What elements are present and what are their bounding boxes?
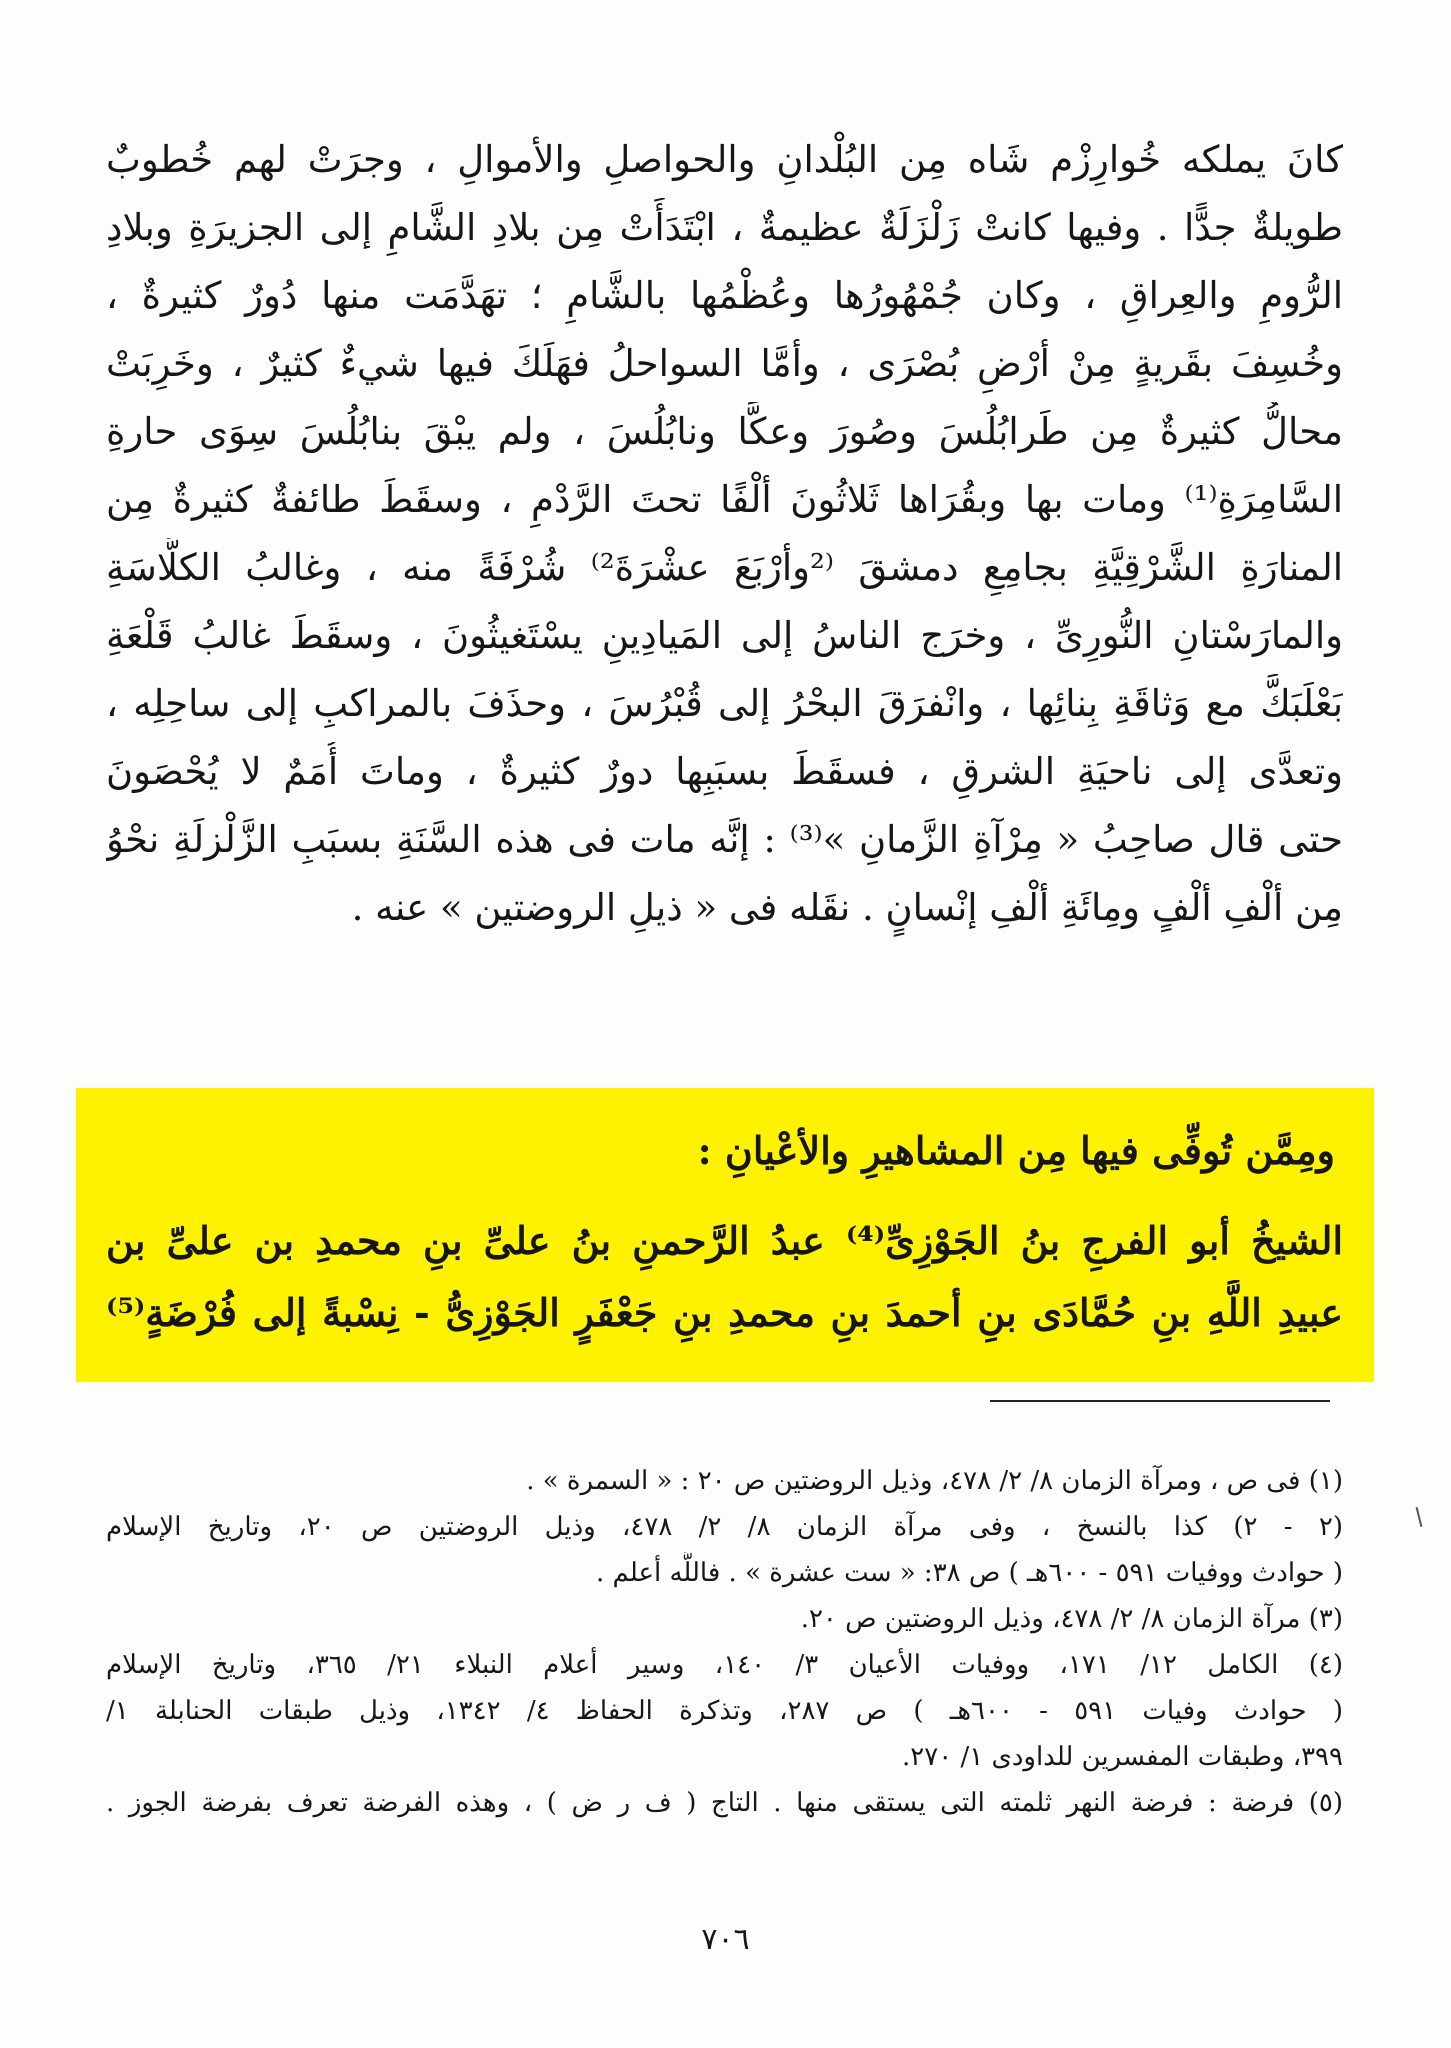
body-line-10: وتعدَّى إلى ناحيَةِ الشرقِ ، فسقَطَ بسبَبِها دورٌ كثيرةٌ ، وماتَ أُمَمٌ لا يُحْصَونَ (106, 750, 1343, 793)
footnote-line-2: (٢ - ٢) كذا بالنسخ ، وفى مرآة الزمان ٨/ ٢/ ٤٧٨، وذيل الروضتين ص ٢٠، وتاريخ الإسلام (106, 1512, 1343, 1542)
footnote-line-7: ٣٩٩، وطبقات المفسرين للداودى ١/ ٢٧٠. (902, 1742, 1343, 1772)
body-line-11: حتى قال صاحِبُ « مِرْآةِ الزَّمانِ »⁽³⁾ : إنَّه مات فى هذه السَّنَةِ بسبَبِ الزَّلْزلَةِ نحْوُ (106, 818, 1343, 861)
body-line-7: المنارَةِ الشَّرْقِيَّةِ بجامِعِ دمشقَ ⁽²وأرْبَعَ عشْرَةَ²⁾ شُرْفَةً منه ، وغالبُ الكلَّاسَةِ (106, 546, 1343, 589)
footnote-line-3: ( حوادث ووفيات ٥٩١ - ٦٠٠هـ ) ص ٣٨: « ست عشرة » . فاللَّه أعلم . (596, 1558, 1343, 1588)
footnote-divider (990, 1400, 1330, 1402)
highlight-line-1: الشيخُ أبو الفرجِ بنُ الجَوْزِىِّ⁽⁴⁾ عبدُ الرَّحمنِ بنُ علىِّ بنِ محمدِ بن علىِّ بن (106, 1218, 1343, 1263)
section-heading: ومِمَّن تُوفِّى فيها مِن المشاهيرِ والأعْيانِ : (697, 1128, 1335, 1173)
body-line-6: السَّامِرَةِ⁽¹⁾ ومات بها وبقُرَاها ثَلاثُونَ ألْفًا تحتَ الرَّدْمِ ، وسقَطَ طائفةٌ كثيرةٌ مِن (106, 478, 1343, 521)
footnote-line-8: (٥) فرضة : فرضة النهر ثلمته التى يستقى منها . التاج ( ف ر ض ) ، وهذه الفرضة تعرف بفرضة الجوز . (106, 1788, 1343, 1818)
body-line-12: مِن ألْفِ ألْفٍ ومِائَةِ ألْفِ إنْسانٍ . نقَله فى « ذيلِ الروضتين » عنه . (351, 886, 1343, 929)
footnote-line-1: (١) فى ص ، ومرآة الزمان ٨/ ٢/ ٤٧٨، وذيل الروضتين ص ٢٠ : « السمرة » . (526, 1466, 1343, 1496)
body-line-9: بَعْلَبَكَّ مع وَثاقَةِ بِنائِها ، وانْفرَقَ البحْرُ إلى قُبْرُسَ ، وحذَفَ بالمراكبِ إلى ساحِلِه ، (106, 682, 1343, 725)
body-line-3: الرُّومِ والعِراقِ ، وكان جُمْهُورُها وعُظْمُها بالشَّامِ ؛ تهَدَّمَت منها دُورٌ كثيرةٌ ، (106, 274, 1343, 317)
page-number: ٧٠٦ (701, 1922, 750, 1957)
body-line-4: وخُسِفَ بقَريةٍ مِنْ أرْضِ بُصْرَى ، وأمَّا السواحلُ فهَلَكَ فيها شيءٌ كثيرٌ ، وخَرِبَتْ (106, 342, 1343, 385)
footnote-line-5: (٤) الكامل ١٢/ ١٧١، ووفيات الأعيان ٣/ ١٤٠، وسير أعلام النبلاء ٢١/ ٣٦٥، وتاريخ الإسلام (106, 1650, 1343, 1680)
margin-mark (1416, 1507, 1423, 1527)
highlight-line-2: عبيدِ اللَّهِ بنِ حُمَّادَى بنِ أحمدَ بنِ محمدِ بنِ جَعْفَرٍ الجَوْزِىُّ - نِسْبةً إلى فُرْضَةٍ⁽⁵⁾ (106, 1290, 1343, 1335)
footnote-line-6: ( حوادث وفيات ٥٩١ - ٦٠٠هـ ) ص ٢٨٧، وتذكرة الحفاظ ٤/ ١٣٤٢، وذيل طبقات الحنابلة ١/ (106, 1696, 1343, 1726)
body-line-5: محالُّ كثيرةٌ مِن طَرابُلُسَ وصُورَ وعكَّا ونابُلُسَ ، ولم يبْقَ بنابُلُسَ سِوَى حارةِ (106, 410, 1343, 453)
body-line-8: والمارَسْتانِ النُّورِىِّ ، وخرَج الناسُ إلى المَيادِينِ يسْتَغيثُونَ ، وسقَطَ غالبُ قَلْعَةِ (106, 614, 1343, 657)
footnote-line-4: (٣) مرآة الزمان ٨/ ٢/ ٤٧٨، وذيل الروضتين ص ٢٠. (800, 1604, 1343, 1634)
body-line-1: كانَ يملكه خُوارِزْم شَاه مِن البُلْدانِ والحواصلِ والأموالِ ، وجرَتْ لهم خُطوبٌ (106, 138, 1343, 181)
body-line-2: طويلةٌ جدًّا . وفيها كانتْ زَلْزَلَةٌ عظيمةٌ ، ابْتَدَأَتْ مِن بلادِ الشَّامِ إلى الجزيرَةِ وبلادِ (106, 206, 1343, 249)
